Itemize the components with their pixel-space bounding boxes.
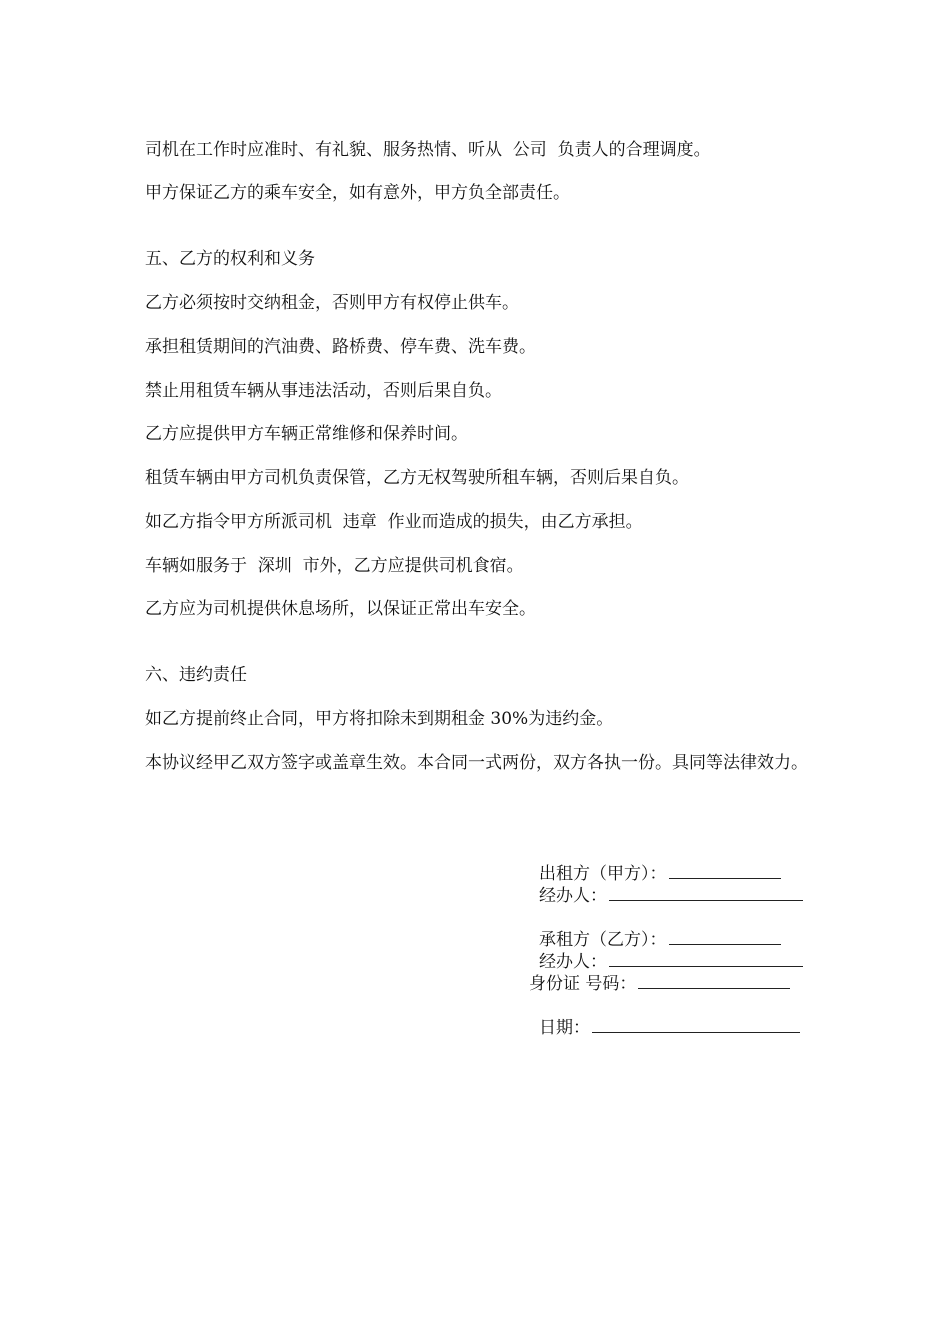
signature-lessor (539, 862, 781, 885)
paragraph-lodging: 车辆如服务于 深圳 市外，乙方应提供司机食宿。 (145, 556, 524, 576)
paragraph-driver-duty: 司机在工作时应准时、有礼貌、服务热情、听从 公司 负责人的合理调度。 (145, 140, 711, 160)
paragraph-violation: 如乙方指令甲方所派司机 违章 作业而造成的损失，由乙方承担。 (145, 512, 643, 532)
signature-date (539, 1016, 800, 1039)
signature-id-number-label: 身份证 号码： (529, 974, 637, 994)
paragraph-safety: 甲方保证乙方的乘车安全，如有意外，甲方负全部责任。 (145, 183, 570, 203)
signature-lessee-line[interactable] (669, 928, 781, 945)
signature-lessee-agent (539, 950, 803, 973)
signature-id-number (529, 972, 790, 995)
paragraph-expenses: 承担租赁期间的汽油费、路桥费、停车费、洗车费。 (145, 337, 536, 357)
signature-lessee-agent-label: 经办人： (539, 952, 607, 972)
signature-lessee-agent-line[interactable] (609, 950, 803, 967)
paragraph-effect: 本协议经甲乙双方签字或盖章生效。本合同一式两份，双方各执一份。具同等法律效力。 (145, 753, 808, 773)
section-heading-liability: 六、违约责任 (145, 665, 247, 685)
paragraph-termination: 如乙方提前终止合同，甲方将扣除未到期租金 30%为违约金。 (145, 709, 614, 729)
paragraph-maintenance: 乙方应提供甲方车辆正常维修和保养时间。 (145, 424, 468, 444)
signature-lessor-line[interactable] (669, 862, 781, 879)
signature-lessor-label: 出租方（甲方）： (539, 864, 667, 884)
signature-lessor-agent-line[interactable] (609, 884, 803, 901)
signature-id-number-line[interactable] (638, 972, 790, 989)
signature-date-label: 日期： (539, 1018, 590, 1038)
signature-lessor-agent-label: 经办人： (539, 886, 607, 906)
paragraph-illegal-use: 禁止用租赁车辆从事违法活动，否则后果自负。 (145, 381, 502, 401)
paragraph-rent-payment: 乙方必须按时交纳租金，否则甲方有权停止供车。 (145, 293, 519, 313)
signature-date-line[interactable] (592, 1016, 800, 1033)
signature-lessee (539, 928, 781, 951)
paragraph-rest-area: 乙方应为司机提供休息场所，以保证正常出车安全。 (145, 599, 536, 619)
paragraph-custody: 租赁车辆由甲方司机负责保管，乙方无权驾驶所租车辆，否则后果自负。 (145, 468, 689, 488)
section-heading-rights: 五、乙方的权利和义务 (145, 249, 315, 269)
signature-lessee-label: 承租方（乙方）： (539, 930, 667, 950)
signature-lessor-agent (539, 884, 803, 907)
